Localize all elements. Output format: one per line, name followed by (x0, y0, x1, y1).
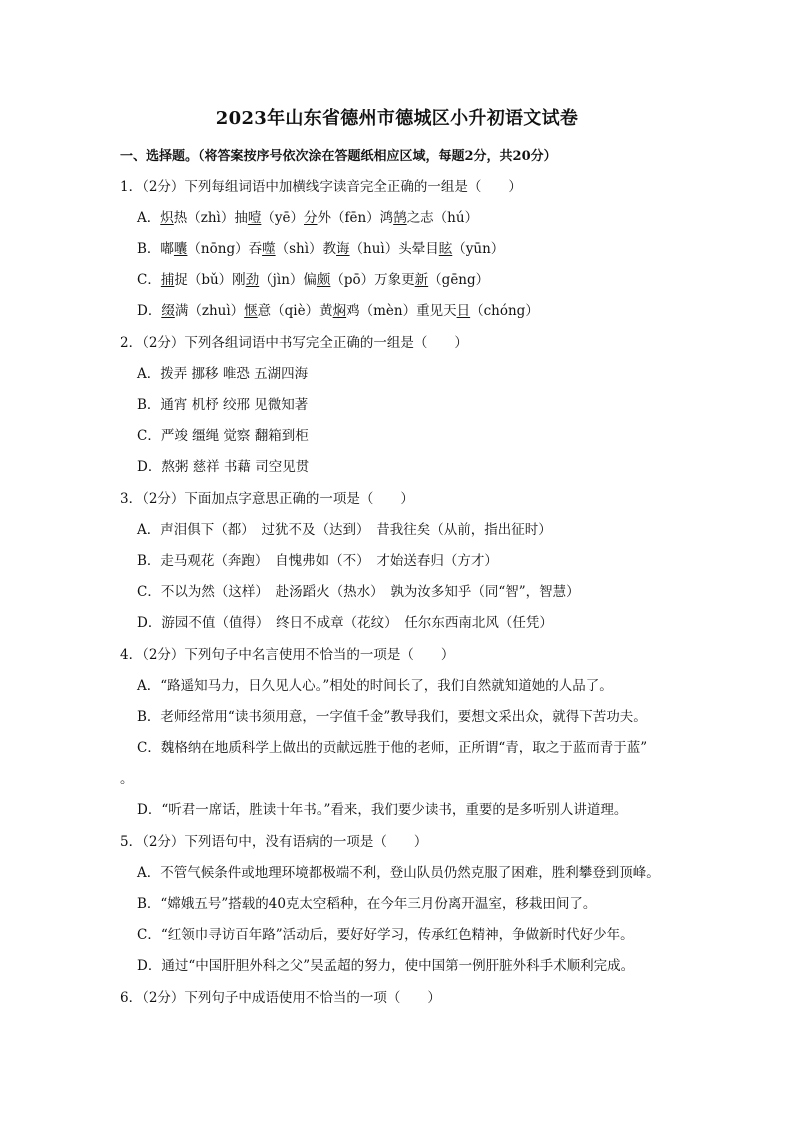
question-3-option-a: A．声泪俱下（都） 过犹不及（达到） 昔我往矣（从前，指出征时） (137, 522, 552, 538)
question-4-stem: 4．（2分）下列句子中名言使用不恰当的一项是（ ） (120, 647, 455, 663)
question-5-stem: 5．（2分）下列语句中，没有语病的一项是（ ） (120, 834, 428, 850)
question-3-option-d: D．游园不值（值得） 终日不成章（花纹） 任尔东西南北风（任凭） (137, 615, 553, 631)
question-4-option-c-wrap: 。 (120, 771, 134, 787)
question-2-option-b: B．通宵 机杼 绞邢 见微知著 (137, 397, 309, 413)
question-4-option-d: D．“听君一席话，胜读十年书。”看来，我们要少读书，重要的是多听别人讲道理。 (137, 802, 628, 818)
question-3-option-c: C．不以为然（这样） 赴汤蹈火（热水） 孰为汝多知乎（同“智”，智慧） (137, 584, 580, 600)
question-2-stem: 2．（2分）下列各组词语中书写完全正确的一组是（ ） (120, 335, 468, 351)
question-2-option-a: A．拨弄 挪移 唯恐 五湖四海 (137, 366, 309, 382)
question-2-option-d: D．熬粥 慈祥 书藉 司空见贯 (137, 459, 310, 475)
question-4-option-c: C．魏格纳在地质科学上做出的贡献远胜于他的老师，正所谓“青，取之于蓝而青于蓝” (137, 740, 648, 756)
question-3-option-b: B．走马观花（奔跑） 自愧弗如（不） 才始送春归（方才） (137, 553, 498, 569)
question-5-option-c: C．“红领巾寻访百年路”活动后，要好好学习，传承红色精神，争做新时代好少年。 (137, 927, 634, 943)
question-1-option-c: C．捕捉（bǔ）刚劲（jìn）偏颇（pō）万象更新（gēng） (137, 272, 490, 288)
question-5-option-d: D．通过“中国肝胆外科之父”吴孟超的努力，使中国第一例肝脏外科手术顺利完成。 (137, 958, 635, 974)
question-1-option-b: B．嘟囔（nōng）吞噬（shì）教诲（huì）头晕目眩（yūn） (137, 241, 505, 257)
question-6-stem: 6．（2分）下列句子中成语使用不恰当的一项（ ） (120, 990, 441, 1006)
question-2-option-c: C．严竣 缰绳 觉察 翻箱到柜 (137, 428, 309, 444)
question-3-stem: 3．（2分）下面加点字意思正确的一项是（ ） (120, 491, 414, 507)
question-4-option-a: A．“路遥知马力，日久见人心。”相处的时间长了，我们自然就知道她的人品了。 (137, 678, 613, 694)
question-1-option-a: A．炽热（zhì）抽噎（yē）分外（fēn）鸿鹄之志（hú） (137, 210, 479, 226)
question-4-option-b: B．老师经常用“读书须用意，一字值千金”教导我们，要想文采出众，就得下苦功夫。 (137, 709, 647, 725)
exam-title: 2023年山东省德州市德城区小升初语文试卷 (215, 108, 579, 129)
question-1-stem: 1．（2分）下列每组词语中加横线字读音完全正确的一组是（ ） (120, 179, 522, 195)
section-heading: 一、选择题。（将答案按序号依次涂在答题纸相应区域，每题2分，共20分） (120, 149, 557, 164)
question-5-option-b: B．“嫦娥五号”搭载的40克太空稻种，在今年三月份离开温室，移栽田间了。 (137, 896, 597, 912)
question-5-option-a: A．不管气候条件或地理环境都极端不利，登山队员仍然克服了困难，胜利攀登到顶峰。 (137, 865, 660, 881)
question-1-option-d: D．缀满（zhuì）惬意（qiè）黄焖鸡（mèn）重见天日（chóng） (137, 303, 539, 319)
